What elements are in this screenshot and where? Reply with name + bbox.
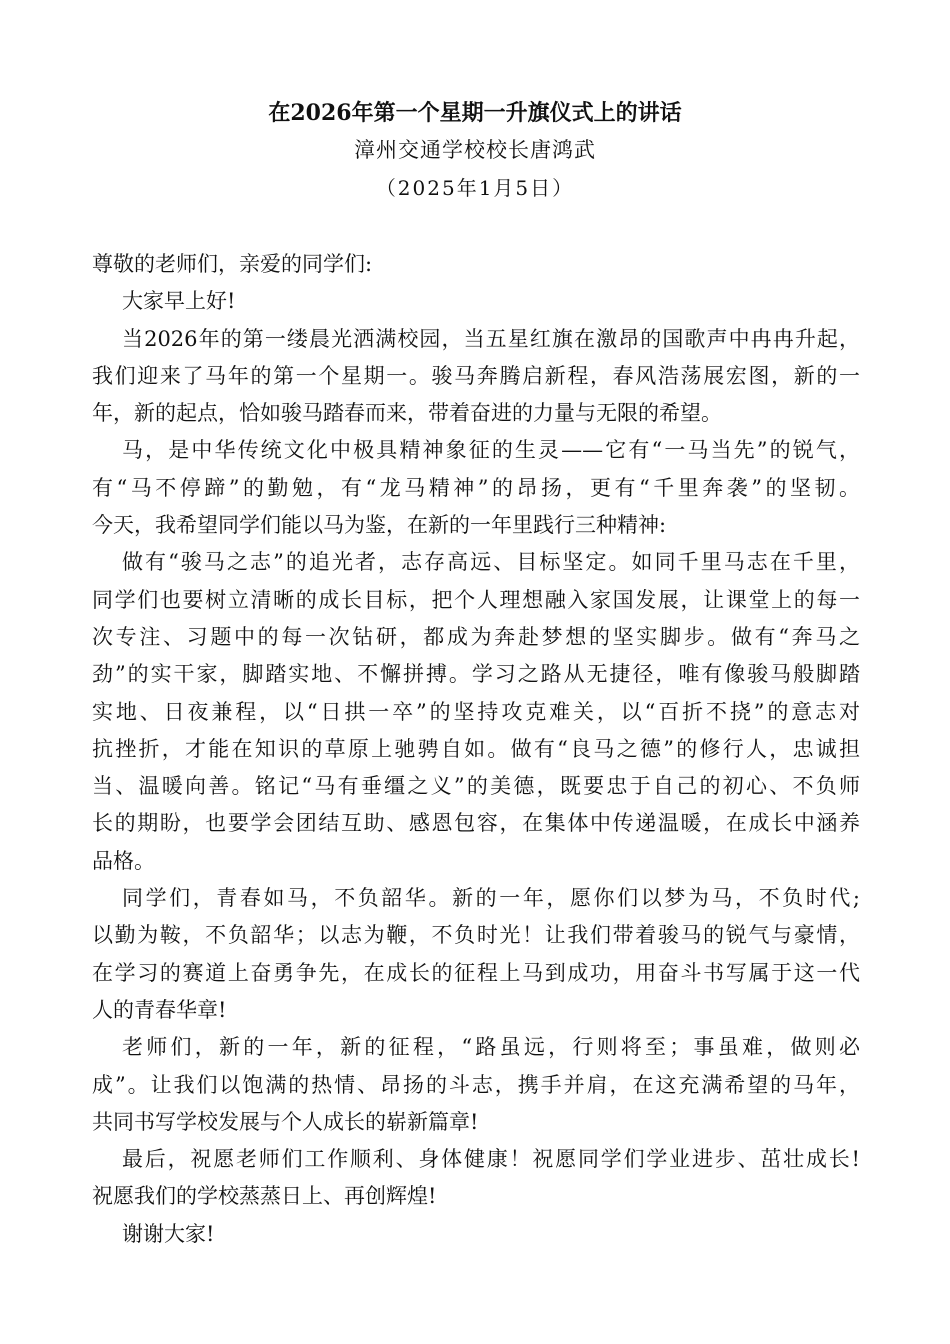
text-line: 有“马不停蹄”的勤勉，有“龙马精神”的昂扬，更有“千里奔袭”的坚韧。 <box>92 475 860 500</box>
text-line: 做有“骏马之志”的追光者，志存高远、目标坚定。如同千里马志在千里， <box>122 550 860 575</box>
text-line: 以勤为鞍，不负韶华；以志为鞭，不负时光！让我们带着骏马的锐气与豪情， <box>92 923 860 948</box>
text-line: 成”。让我们以饱满的热情、昂扬的斗志，携手并肩，在这充满希望的马年， <box>92 1072 860 1097</box>
paragraph <box>92 1216 860 1253</box>
text-line: 祝愿我们的学校蒸蒸日上、再创辉煌! <box>92 1184 437 1209</box>
paragraph <box>92 1141 860 1216</box>
text-line: 我们迎来了马年的第一个星期一。骏马奔腾启新程，春风浩荡展宏图，新的一 <box>92 363 860 388</box>
document-date: （2025年1月5日） <box>375 176 575 200</box>
text-line: 共同书写学校发展与个人成长的崭新篇章! <box>92 1109 479 1134</box>
text-line: 谢谢大家! <box>122 1221 215 1246</box>
text-line: 老师们，新的一年，新的征程，“路虽远，行则将至；事虽难，做则必 <box>122 1035 860 1060</box>
paragraph <box>92 880 860 1029</box>
text-line: 大家早上好! <box>122 289 236 314</box>
text-line: 抗挫折，才能在知识的草原上驰骋自如。做有“良马之德”的修行人，忠诚担 <box>92 736 860 761</box>
text-line: 在学习的赛道上奋勇争先，在成长的征程上马到成功，用奋斗书写属于这一代 <box>92 960 860 985</box>
paragraph <box>92 283 860 320</box>
document-title: 在2026年第一个星期一升旗仪式上的讲话 <box>268 100 682 126</box>
text-line: 尊敬的老师们，亲爱的同学们: <box>92 252 373 276</box>
text-line: 劲”的实干家，脚踏实地、不懈拼搏。学习之路从无捷径，唯有像骏马般脚踏 <box>92 662 860 687</box>
text-line: 今天，我希望同学们能以马为鉴，在新的一年里践行三种精神: <box>92 513 667 538</box>
paragraph <box>92 1029 860 1141</box>
paragraph <box>92 432 860 544</box>
text-line: 品格。 <box>92 848 155 873</box>
text-line: 最后，祝愿老师们工作顺利、身体健康！祝愿同学们学业进步、茁壮成长! <box>122 1147 860 1172</box>
text-line: 人的青春华章! <box>92 997 227 1022</box>
text-line: 当、温暖向善。铭记“马有垂缰之义”的美德，既要忠于自己的初心、不负师 <box>92 774 860 799</box>
text-line: 实地、日夜兼程，以“日拱一卒”的坚持攻克难关，以“百折不挠”的意志对 <box>92 699 860 724</box>
text-line: 当2026年的第一缕晨光洒满校园，当五星红旗在激昂的国歌声中冉冉升起， <box>122 326 860 351</box>
text-line: 次专注、习题中的每一次钻研，都成为奔赴梦想的坚实脚步。做有“奔马之 <box>92 624 860 649</box>
text-line: 同学们，青春如马，不负韶华。新的一年，愿你们以梦为马，不负时代; <box>122 886 860 911</box>
paragraph <box>92 544 860 880</box>
text-line: 长的期盼，也要学会团结互助、感恩包容，在集体中传递温暖，在成长中涵养 <box>92 811 860 836</box>
text-line: 年，新的起点，恰如骏马踏春而来，带着奋进的力量与无限的希望。 <box>92 401 722 426</box>
document-body <box>92 246 860 1253</box>
document-author: 漳州交通学校校长唐鸿武 <box>354 138 596 162</box>
text-line: 同学们也要树立清晰的成长目标，把个人理想融入家国发展，让课堂上的每一 <box>92 587 860 612</box>
paragraph <box>92 321 860 433</box>
paragraph <box>92 246 860 283</box>
text-line: 马，是中华传统文化中极具精神象征的生灵——它有“一马当先”的锐气， <box>122 438 860 463</box>
